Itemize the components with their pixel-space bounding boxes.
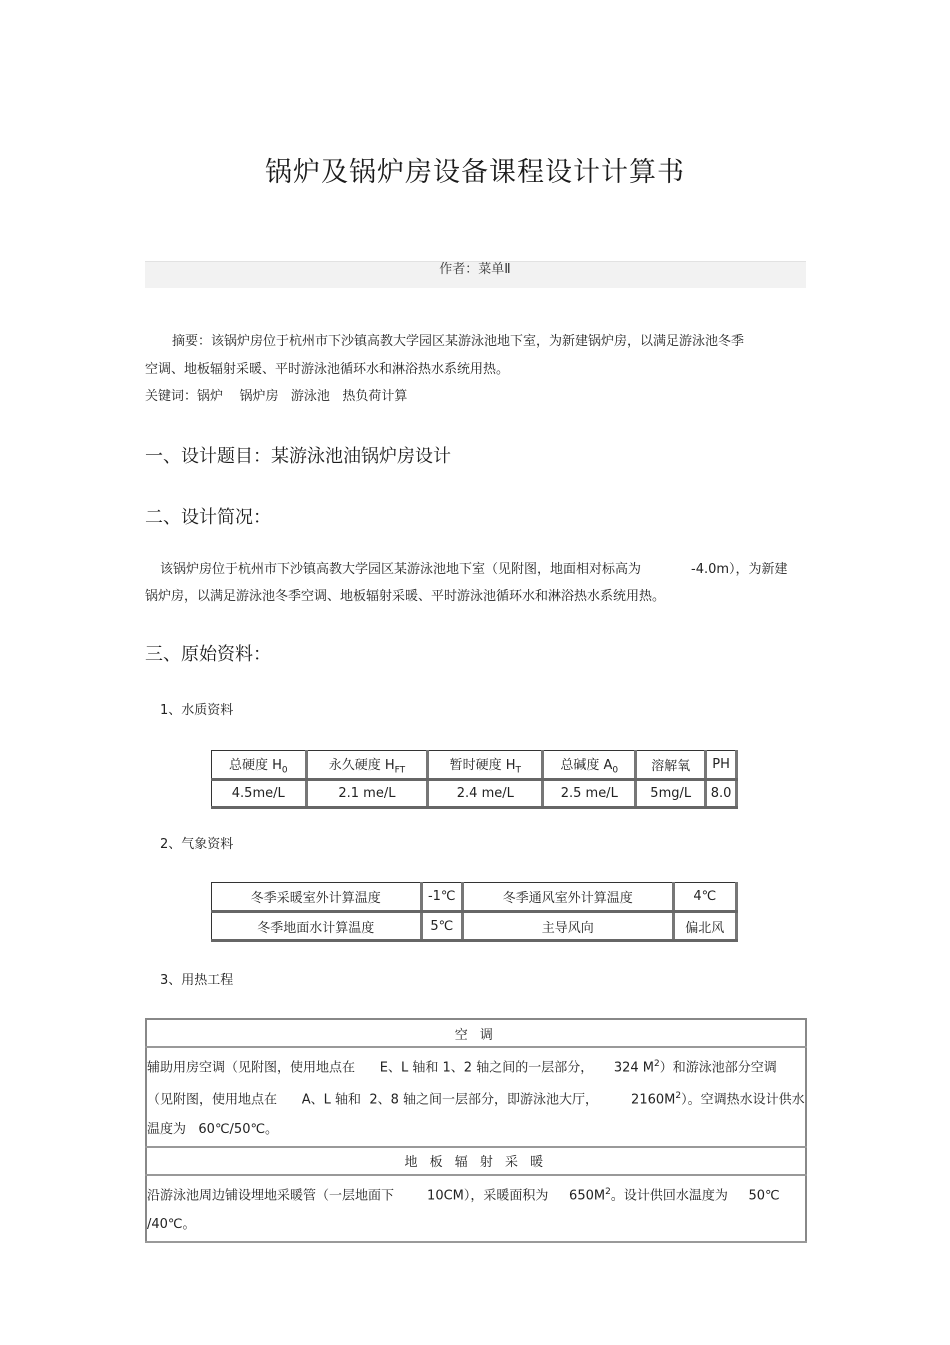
ac-content-row (146, 1047, 806, 1147)
header-total-alkalinity: 总碱度 $A_0$ (543, 751, 636, 780)
subsection-weather: 2、气象资料 (160, 837, 234, 852)
weather-label-heating-temp: 冬季采暖室外计算温度 (212, 883, 422, 912)
section-3-heading: 三、原始资料： (145, 644, 271, 665)
weather-row-1 (212, 883, 737, 912)
section-1-heading: 一、设计题目：某游泳池油锅炉房设计 (145, 446, 451, 467)
value-temporary-hardness: 2.4 me/L (428, 780, 543, 808)
weather-label-ventilation-temp: 冬季通风室外计算温度 (462, 883, 673, 912)
subsection-water-quality: 1、水质资料 (160, 703, 234, 718)
ac-title: 空 调 (146, 1019, 806, 1047)
water-table-value-row (212, 780, 737, 808)
value-permanent-hardness: 2.1 me/L (306, 780, 428, 808)
section-2-heading: 二、设计简况： (145, 507, 271, 528)
author-line: 作者：菜单Ⅱ (439, 262, 511, 277)
value-total-hardness: 4.5me/L (212, 780, 307, 808)
header-total-hardness: 总硬度 $H_0$ (212, 751, 307, 780)
ac-description: 辅助用房空调（见附图，使用地点在 E、L 轴和 1、2 轴之间的一层部分， 324 $M^2$）和游泳池部分空调 （见附图，使用地点在 A、L 轴和 2、8 轴之间一层部分，即游泳池大厅， $2160M^2$）。空调热水设计供水 温度为 60℃/50℃。 (146, 1047, 806, 1147)
overview-line-1b: -4.0m），为新建 (691, 562, 788, 577)
header-permanent-hardness: 永久硬度 $H_{FT}$ (306, 751, 428, 780)
weather-value-surface-water-temp: 5℃ (421, 912, 462, 941)
ac-title-row (146, 1019, 806, 1047)
value-dissolved-oxygen: 5mg/L (636, 780, 706, 808)
floor-heating-description: 沿游泳池周边铺设埋地采暖管（一层地面下 10CM），采暖面积为 $650M^2$。设计供回水温度为 50℃ /40℃。 (146, 1175, 806, 1242)
overview-line-2: 锅炉房，以满足游泳池冬季空调、地板辐射采暖、平时游泳池循环水和淋浴热水系统用热。 (145, 589, 666, 604)
weather-value-wind-direction: 偏北风 (673, 912, 737, 941)
floor-heating-title: 地 板 辐 射 采 暖 (146, 1147, 806, 1175)
abstract-line-2: 空调、地板辐射采暖、平时游泳池循环水和淋浴热水系统用热。 (145, 362, 510, 377)
floor-heating-title-row (146, 1147, 806, 1175)
keywords: 关键词：锅炉 锅炉房 游泳池 热负荷计算 (145, 389, 408, 404)
overview-line-1a: 该锅炉房位于杭州市下沙镇高教大学园区某游泳池地下室（见附图，地面相对标高为 (160, 562, 642, 577)
value-total-alkalinity: 2.5 me/L (543, 780, 636, 808)
header-dissolved-oxygen: 溶解氧 (636, 751, 706, 780)
subsection-heat-usage: 3、用热工程 (160, 973, 234, 988)
weather-table (211, 882, 738, 942)
heat-usage-table (145, 1018, 807, 1243)
floor-heating-content-row (146, 1175, 806, 1242)
header-ph: PH (706, 751, 737, 780)
weather-label-wind-direction: 主导风向 (462, 912, 673, 941)
weather-row-2 (212, 912, 737, 941)
water-quality-table (211, 750, 738, 809)
header-temporary-hardness: 暂时硬度 $H_T$ (428, 751, 543, 780)
abstract-line-1: 摘要：该锅炉房位于杭州市下沙镇高教大学园区某游泳池地下室，为新建锅炉房，以满足游泳池冬季 (172, 334, 745, 349)
document-title: 锅炉及锅炉房设备课程设计计算书 (265, 157, 685, 188)
weather-value-ventilation-temp: 4℃ (673, 883, 737, 912)
weather-value-heating-temp: -1℃ (421, 883, 462, 912)
weather-label-surface-water-temp: 冬季地面水计算温度 (212, 912, 422, 941)
water-table-header-row (212, 751, 737, 780)
value-ph: 8.0 (706, 780, 737, 808)
